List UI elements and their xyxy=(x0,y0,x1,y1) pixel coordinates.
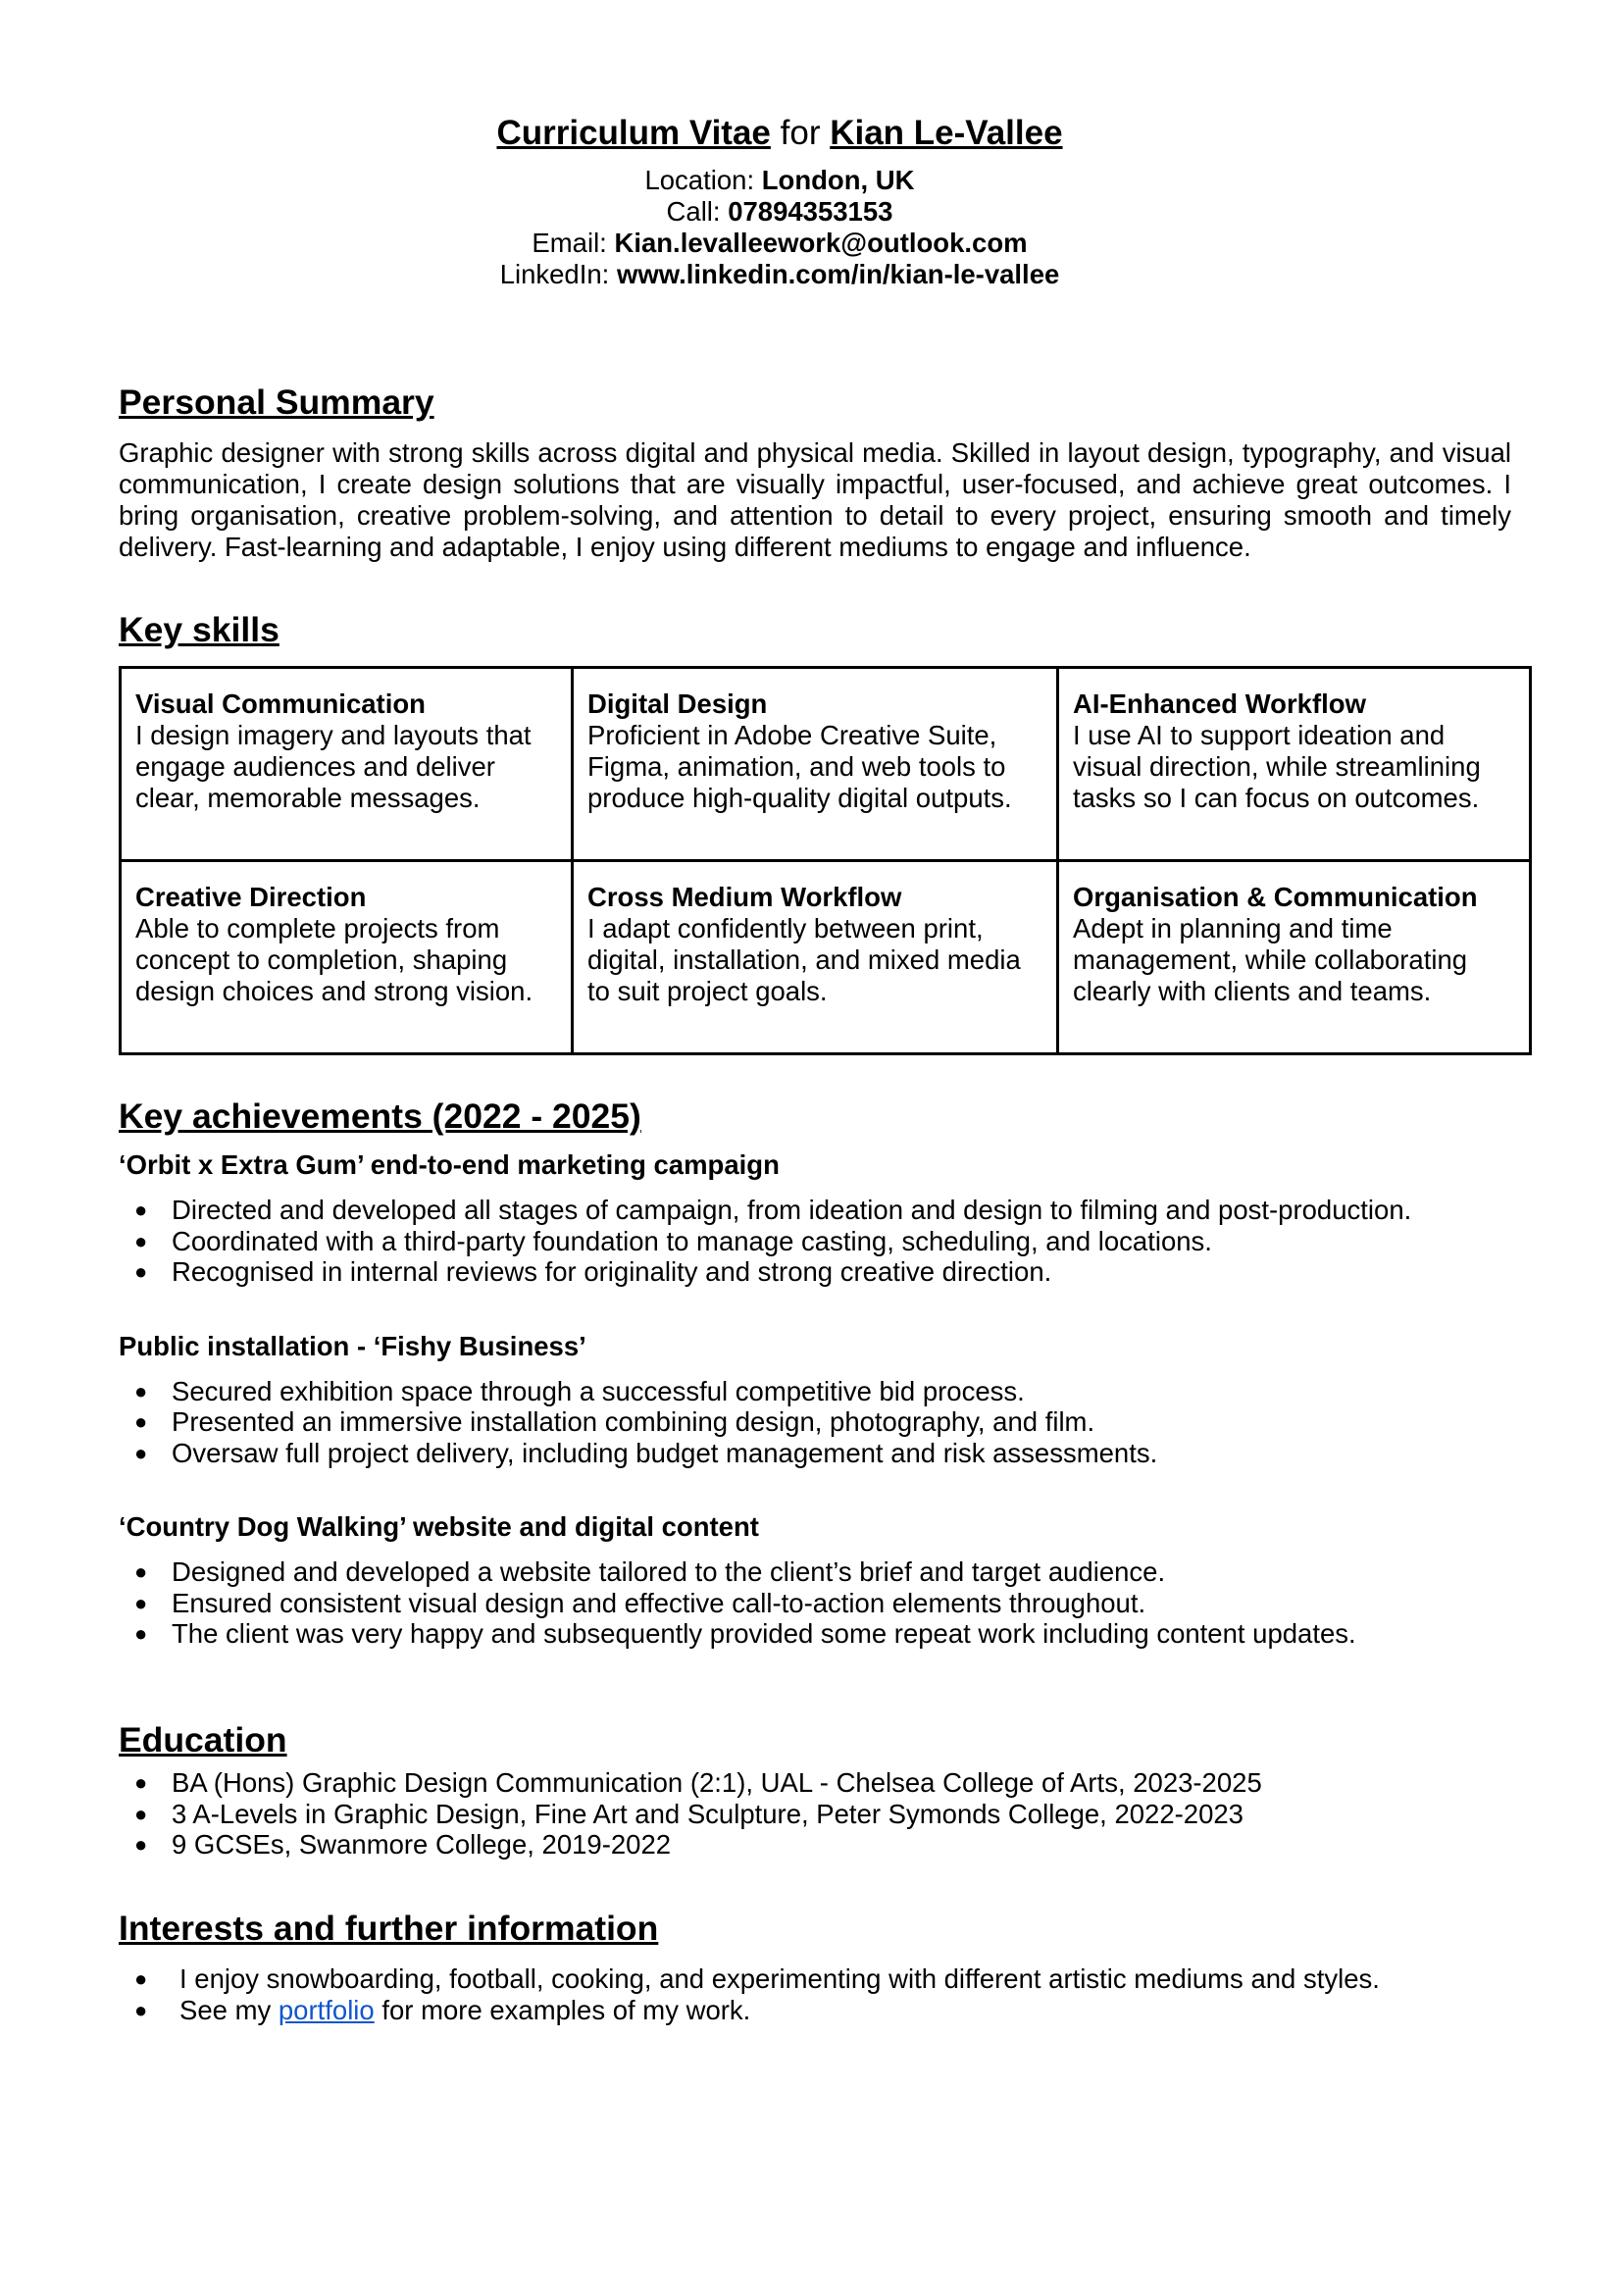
list-item: ● Secured exhibition space through a successful competitive bid process. xyxy=(119,1376,1511,1407)
list-item: ● Ensured consistent visual design and effective call-to-action elements throughout. xyxy=(119,1588,1511,1619)
call-value: 07894353153 xyxy=(728,196,893,227)
achievements-section xyxy=(119,1095,1511,1650)
achievement-list xyxy=(119,1376,1511,1469)
skills-table xyxy=(119,666,1532,1055)
skill-desc: I use AI to support ideation and visual direction, while streamlining tasks so I can focus on outcomes. xyxy=(1073,720,1481,813)
skill-title: Visual Communication xyxy=(135,688,426,719)
contact-linkedin xyxy=(0,259,1559,290)
skill-desc: Adept in planning and time management, while collaborating clearly with clients and teams. xyxy=(1073,913,1468,1006)
achievements-heading: Key achievements (2022 - 2025) xyxy=(119,1096,641,1136)
skill-title: Cross Medium Workflow xyxy=(587,882,902,912)
portfolio-text-before: See my xyxy=(179,1994,272,2025)
location-value: London, UK xyxy=(761,165,915,195)
list-item: ● Recognised in internal reviews for originality and strong creative direction. xyxy=(119,1256,1511,1288)
skill-cell xyxy=(573,668,1058,861)
cv-title-for: for xyxy=(780,114,821,152)
cv-title-name: Kian Le-Vallee xyxy=(830,114,1063,152)
list-item: ● Presented an immersive installation combining design, photography, and film. xyxy=(119,1406,1511,1438)
skill-desc: Able to complete projects from concept to completion, shaping design choices and strong vision. xyxy=(135,913,533,1006)
portfolio-link[interactable]: portfolio xyxy=(278,1994,375,2025)
skill-cell xyxy=(573,861,1058,1054)
linkedin-label: LinkedIn: xyxy=(499,259,610,289)
skills-heading: Key skills xyxy=(119,610,279,649)
education-list xyxy=(119,1767,1511,1861)
summary-text: Graphic designer with strong skills across digital and physical media. Skilled in layout design, typography, and visual communication, I create design solutions that are visually impactful, user-focused, and achieve great outcomes. I bring organisation, creative problem-solving, and attention to detail to every project, ensuring smooth and timely delivery. Fast-learning and adaptable, I enjoy using different mediums to engage and influence. xyxy=(119,437,1511,562)
skill-title: Digital Design xyxy=(587,688,768,719)
skill-desc: Proficient in Adobe Creative Suite, Figma, animation, and web tools to produce high-quality digital outputs. xyxy=(587,720,1012,813)
skills-row xyxy=(121,861,1531,1054)
contact-location xyxy=(0,165,1559,196)
email-label: Email: xyxy=(532,228,607,258)
achievement-title: ‘Orbit x Extra Gum’ end-to-end marketing campaign xyxy=(119,1149,780,1180)
skill-desc: I design imagery and layouts that engage audiences and deliver clear, memorable messages. xyxy=(135,720,532,813)
achievement-title: ‘Country Dog Walking’ website and digital content xyxy=(119,1511,759,1542)
list-item: ● The client was very happy and subsequently provided some repeat work including content updates. xyxy=(119,1618,1511,1650)
skills-section xyxy=(119,608,1511,1055)
interests-heading: Interests and further information xyxy=(119,1909,659,1948)
linkedin-value: www.linkedin.com/in/kian-le-vallee xyxy=(616,259,1060,289)
call-label: Call: xyxy=(666,196,721,227)
list-item: ● Designed and developed a website tailored to the client’s brief and target audience. xyxy=(119,1556,1511,1588)
skill-cell xyxy=(121,668,573,861)
list-item: ● Oversaw full project delivery, including budget management and risk assessments. xyxy=(119,1438,1511,1469)
skill-desc: I adapt confidently between print, digital, installation, and mixed media to suit project goals. xyxy=(587,913,1021,1006)
summary-section xyxy=(119,381,1511,563)
list-item: ● BA (Hons) Graphic Design Communication (2:1), UAL - Chelsea College of Arts, 2023-2025 xyxy=(119,1767,1511,1799)
skill-cell xyxy=(121,861,573,1054)
list-item: ● 3 A-Levels in Graphic Design, Fine Art and Sculpture, Peter Symonds College, 2022-2023 xyxy=(119,1799,1511,1830)
skills-row xyxy=(121,668,1531,861)
skill-title: Organisation & Communication xyxy=(1073,882,1478,912)
education-section xyxy=(119,1718,1511,1861)
skill-cell xyxy=(1058,668,1531,861)
skill-title: AI-Enhanced Workflow xyxy=(1073,688,1366,719)
interests-list xyxy=(119,1963,1511,2025)
list-item: ● Directed and developed all stages of campaign, from ideation and design to filming and post-production. xyxy=(119,1195,1511,1226)
achievement-list xyxy=(119,1195,1511,1288)
cv-title xyxy=(0,110,1559,157)
location-label: Location: xyxy=(644,165,755,195)
portfolio-text-after: for more examples of my work. xyxy=(381,1994,751,2025)
list-item: ● Coordinated with a third-party foundation to manage casting, scheduling, and locations. xyxy=(119,1226,1511,1257)
skill-title: Creative Direction xyxy=(135,882,367,912)
email-value: Kian.levalleework@outlook.com xyxy=(614,228,1028,258)
contact-email xyxy=(0,228,1559,259)
interests-section xyxy=(119,1907,1511,2025)
achievement-title: Public installation - ‘Fishy Business’ xyxy=(119,1330,586,1361)
list-item xyxy=(119,1995,1511,2026)
list-item: ● 9 GCSEs, Swanmore College, 2019-2022 xyxy=(119,1829,1511,1861)
cv-title-main: Curriculum Vitae xyxy=(496,114,771,152)
skill-cell xyxy=(1058,861,1531,1054)
cv-header xyxy=(0,110,1559,290)
education-heading: Education xyxy=(119,1720,287,1759)
contact-call xyxy=(0,196,1559,228)
summary-heading: Personal Summary xyxy=(119,382,434,422)
achievement-list xyxy=(119,1556,1511,1650)
list-item: ● I enjoy snowboarding, football, cooking, and experimenting with different artistic mediums and styles. xyxy=(119,1963,1511,1995)
